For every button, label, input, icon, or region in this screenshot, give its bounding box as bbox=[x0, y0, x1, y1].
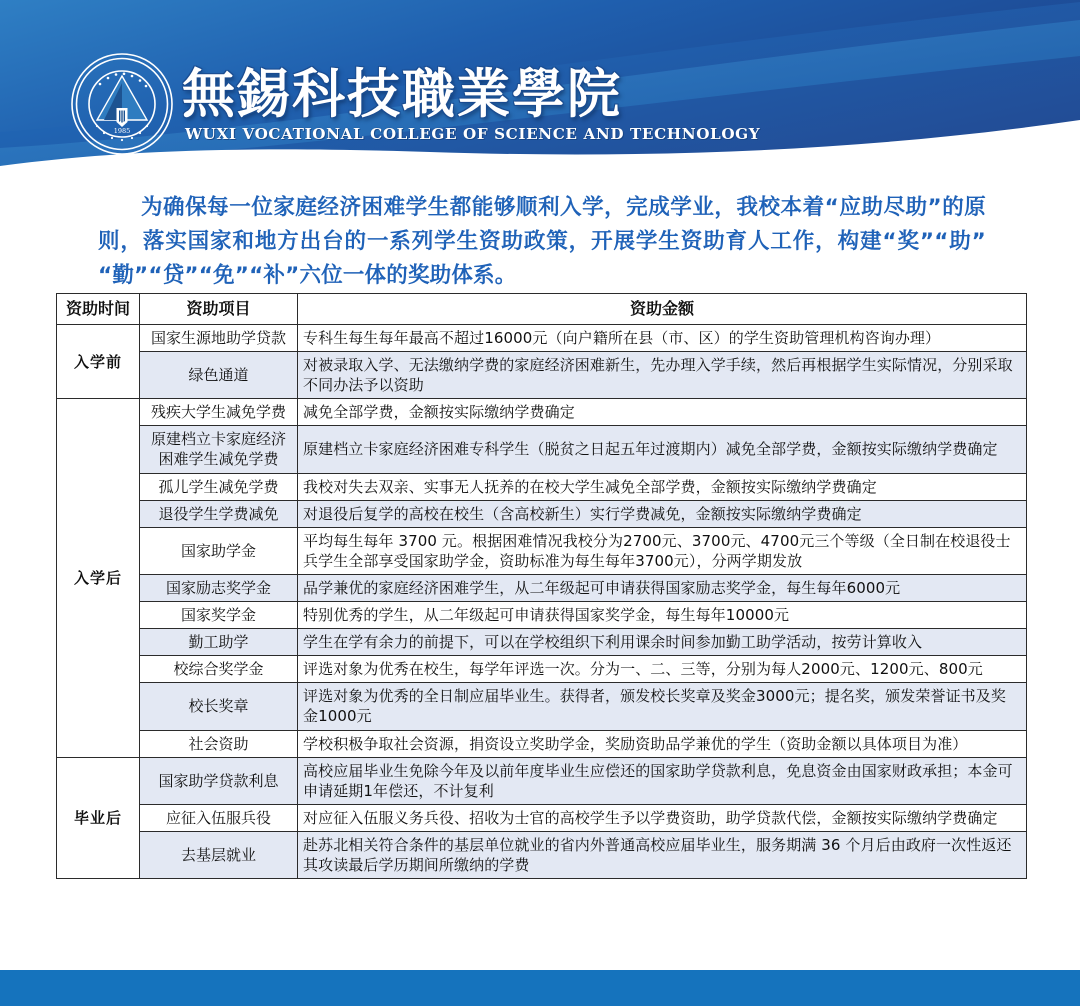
table-row bbox=[57, 426, 1027, 473]
cell-aid-amount: 赴苏北相关符合条件的基层单位就业的省内外普通高校应届毕业生，服务期满 36 个月后由政府一次性返还其攻读最后学历期间所缴纳的学费 bbox=[298, 831, 1027, 878]
cell-aid-time: 入学前 bbox=[57, 325, 140, 399]
school-logo-block bbox=[70, 52, 760, 156]
intro-paragraph: 为确保每一位家庭经济困难学生都能够顺利入学，完成学业，我校本着“应助尽助”的原则，落实国家和地方出台的一系列学生资助政策，开展学生资助育人工作，构建“奖”“助”“勤”“贷”“免”“补”六位一体的奖助体系。 bbox=[98, 195, 986, 288]
footer-bar bbox=[0, 970, 1080, 1006]
cell-aid-item: 残疾大学生减免学费 bbox=[140, 399, 298, 426]
cell-aid-amount: 对退役后复学的高校在校生（含高校新生）实行学费减免，金额按实际缴纳学费确定 bbox=[298, 500, 1027, 527]
column-header-item: 资助项目 bbox=[140, 294, 298, 325]
cell-aid-amount: 我校对失去双亲、实事无人抚养的在校大学生减免全部学费，金额按实际缴纳学费确定 bbox=[298, 473, 1027, 500]
cell-aid-item: 国家助学贷款利息 bbox=[140, 757, 298, 804]
table-row bbox=[57, 629, 1027, 656]
cell-aid-amount: 品学兼优的家庭经济困难学生，从二年级起可申请获得国家励志奖学金，每生每年6000元 bbox=[298, 574, 1027, 601]
cell-aid-amount: 减免全部学费，金额按实际缴纳学费确定 bbox=[298, 399, 1027, 426]
table-row bbox=[57, 730, 1027, 757]
table-row bbox=[57, 683, 1027, 730]
cell-aid-item: 原建档立卡家庭经济困难学生减免学费 bbox=[140, 426, 298, 473]
table-row bbox=[57, 831, 1027, 878]
cell-aid-item: 绿色通道 bbox=[140, 352, 298, 399]
cell-aid-item: 应征入伍服兵役 bbox=[140, 804, 298, 831]
table-header bbox=[57, 294, 1027, 325]
university-seal-icon bbox=[70, 52, 174, 156]
column-header-time: 资助时间 bbox=[57, 294, 140, 325]
cell-aid-amount: 原建档立卡家庭经济困难专科学生（脱贫之日起五年过渡期内）减免全部学费，金额按实际缴纳学费确定 bbox=[298, 426, 1027, 473]
cell-aid-amount: 评选对象为优秀在校生，每学年评选一次。分为一、二、三等，分别为每人2000元、1200元、800元 bbox=[298, 656, 1027, 683]
cell-aid-item: 勤工助学 bbox=[140, 629, 298, 656]
table-row bbox=[57, 574, 1027, 601]
cell-aid-time: 入学后 bbox=[57, 399, 140, 757]
cell-aid-amount: 专科生每生每年最高不超过16000元（向户籍所在县（市、区）的学生资助管理机构咨询办理） bbox=[298, 325, 1027, 352]
cell-aid-amount: 特别优秀的学生，从二年级起可申请获得国家奖学金，每生每年10000元 bbox=[298, 602, 1027, 629]
cell-aid-item: 校长奖章 bbox=[140, 683, 298, 730]
table-row bbox=[57, 527, 1027, 574]
table-row bbox=[57, 325, 1027, 352]
cell-aid-amount: 学校积极争取社会资源，捐资设立奖助学金，奖励资助品学兼优的学生（资助金额以具体项目为准） bbox=[298, 730, 1027, 757]
cell-aid-item: 孤儿学生减免学费 bbox=[140, 473, 298, 500]
cell-aid-item: 国家生源地助学贷款 bbox=[140, 325, 298, 352]
header-banner bbox=[0, 0, 1080, 182]
table-row bbox=[57, 352, 1027, 399]
school-name-en: WUXI VOCATIONAL COLLEGE OF SCIENCE AND TECHNOLOGY bbox=[185, 124, 761, 143]
cell-aid-amount: 评选对象为优秀的全日制应届毕业生。获得者，颁发校长奖章及奖金3000元；提名奖，颁发荣誉证书及奖金1000元 bbox=[298, 683, 1027, 730]
logo-wordmark bbox=[182, 63, 761, 143]
table-row bbox=[57, 473, 1027, 500]
cell-aid-item: 去基层就业 bbox=[140, 831, 298, 878]
cell-aid-amount: 平均每生每年 3700 元。根据困难情况我校分为2700元、3700元、4700元三个等级（全日制在校退役士兵学生全部享受国家助学金，资助标准为每生每年3700元），分两学期发放 bbox=[298, 527, 1027, 574]
school-name-cn: 無錫科技職業學院 bbox=[182, 63, 622, 126]
cell-aid-item: 校综合奖学金 bbox=[140, 656, 298, 683]
table-row bbox=[57, 656, 1027, 683]
table-row bbox=[57, 500, 1027, 527]
column-header-amount: 资助金额 bbox=[298, 294, 1027, 325]
cell-aid-time: 毕业后 bbox=[57, 757, 140, 878]
cell-aid-item: 国家励志奖学金 bbox=[140, 574, 298, 601]
svg-text:1985: 1985 bbox=[113, 127, 131, 135]
table-row bbox=[57, 757, 1027, 804]
cell-aid-item: 社会资助 bbox=[140, 730, 298, 757]
aid-policy-table bbox=[56, 293, 1027, 879]
table-row bbox=[57, 804, 1027, 831]
cell-aid-item: 退役学生学费减免 bbox=[140, 500, 298, 527]
cell-aid-amount: 学生在学有余力的前提下，可以在学校组织下利用课余时间参加勤工助学活动，按劳计算收入 bbox=[298, 629, 1027, 656]
cell-aid-item: 国家奖学金 bbox=[140, 602, 298, 629]
aid-policy-table-container bbox=[56, 293, 1026, 879]
cell-aid-amount: 对被录取入学、无法缴纳学费的家庭经济困难新生，先办理入学手续，然后再根据学生实际情况，分别采取不同办法予以资助 bbox=[298, 352, 1027, 399]
cell-aid-item: 国家助学金 bbox=[140, 527, 298, 574]
table-row bbox=[57, 602, 1027, 629]
cell-aid-amount: 对应征入伍服义务兵役、招收为士官的高校学生予以学费资助，助学贷款代偿，金额按实际缴纳学费确定 bbox=[298, 804, 1027, 831]
table-header-row bbox=[57, 294, 1027, 325]
table-body bbox=[57, 325, 1027, 879]
table-row bbox=[57, 399, 1027, 426]
cell-aid-amount: 高校应届毕业生免除今年及以前年度毕业生应偿还的国家助学贷款利息，免息资金由国家财政承担；本金可申请延期1年偿还，不计复利 bbox=[298, 757, 1027, 804]
